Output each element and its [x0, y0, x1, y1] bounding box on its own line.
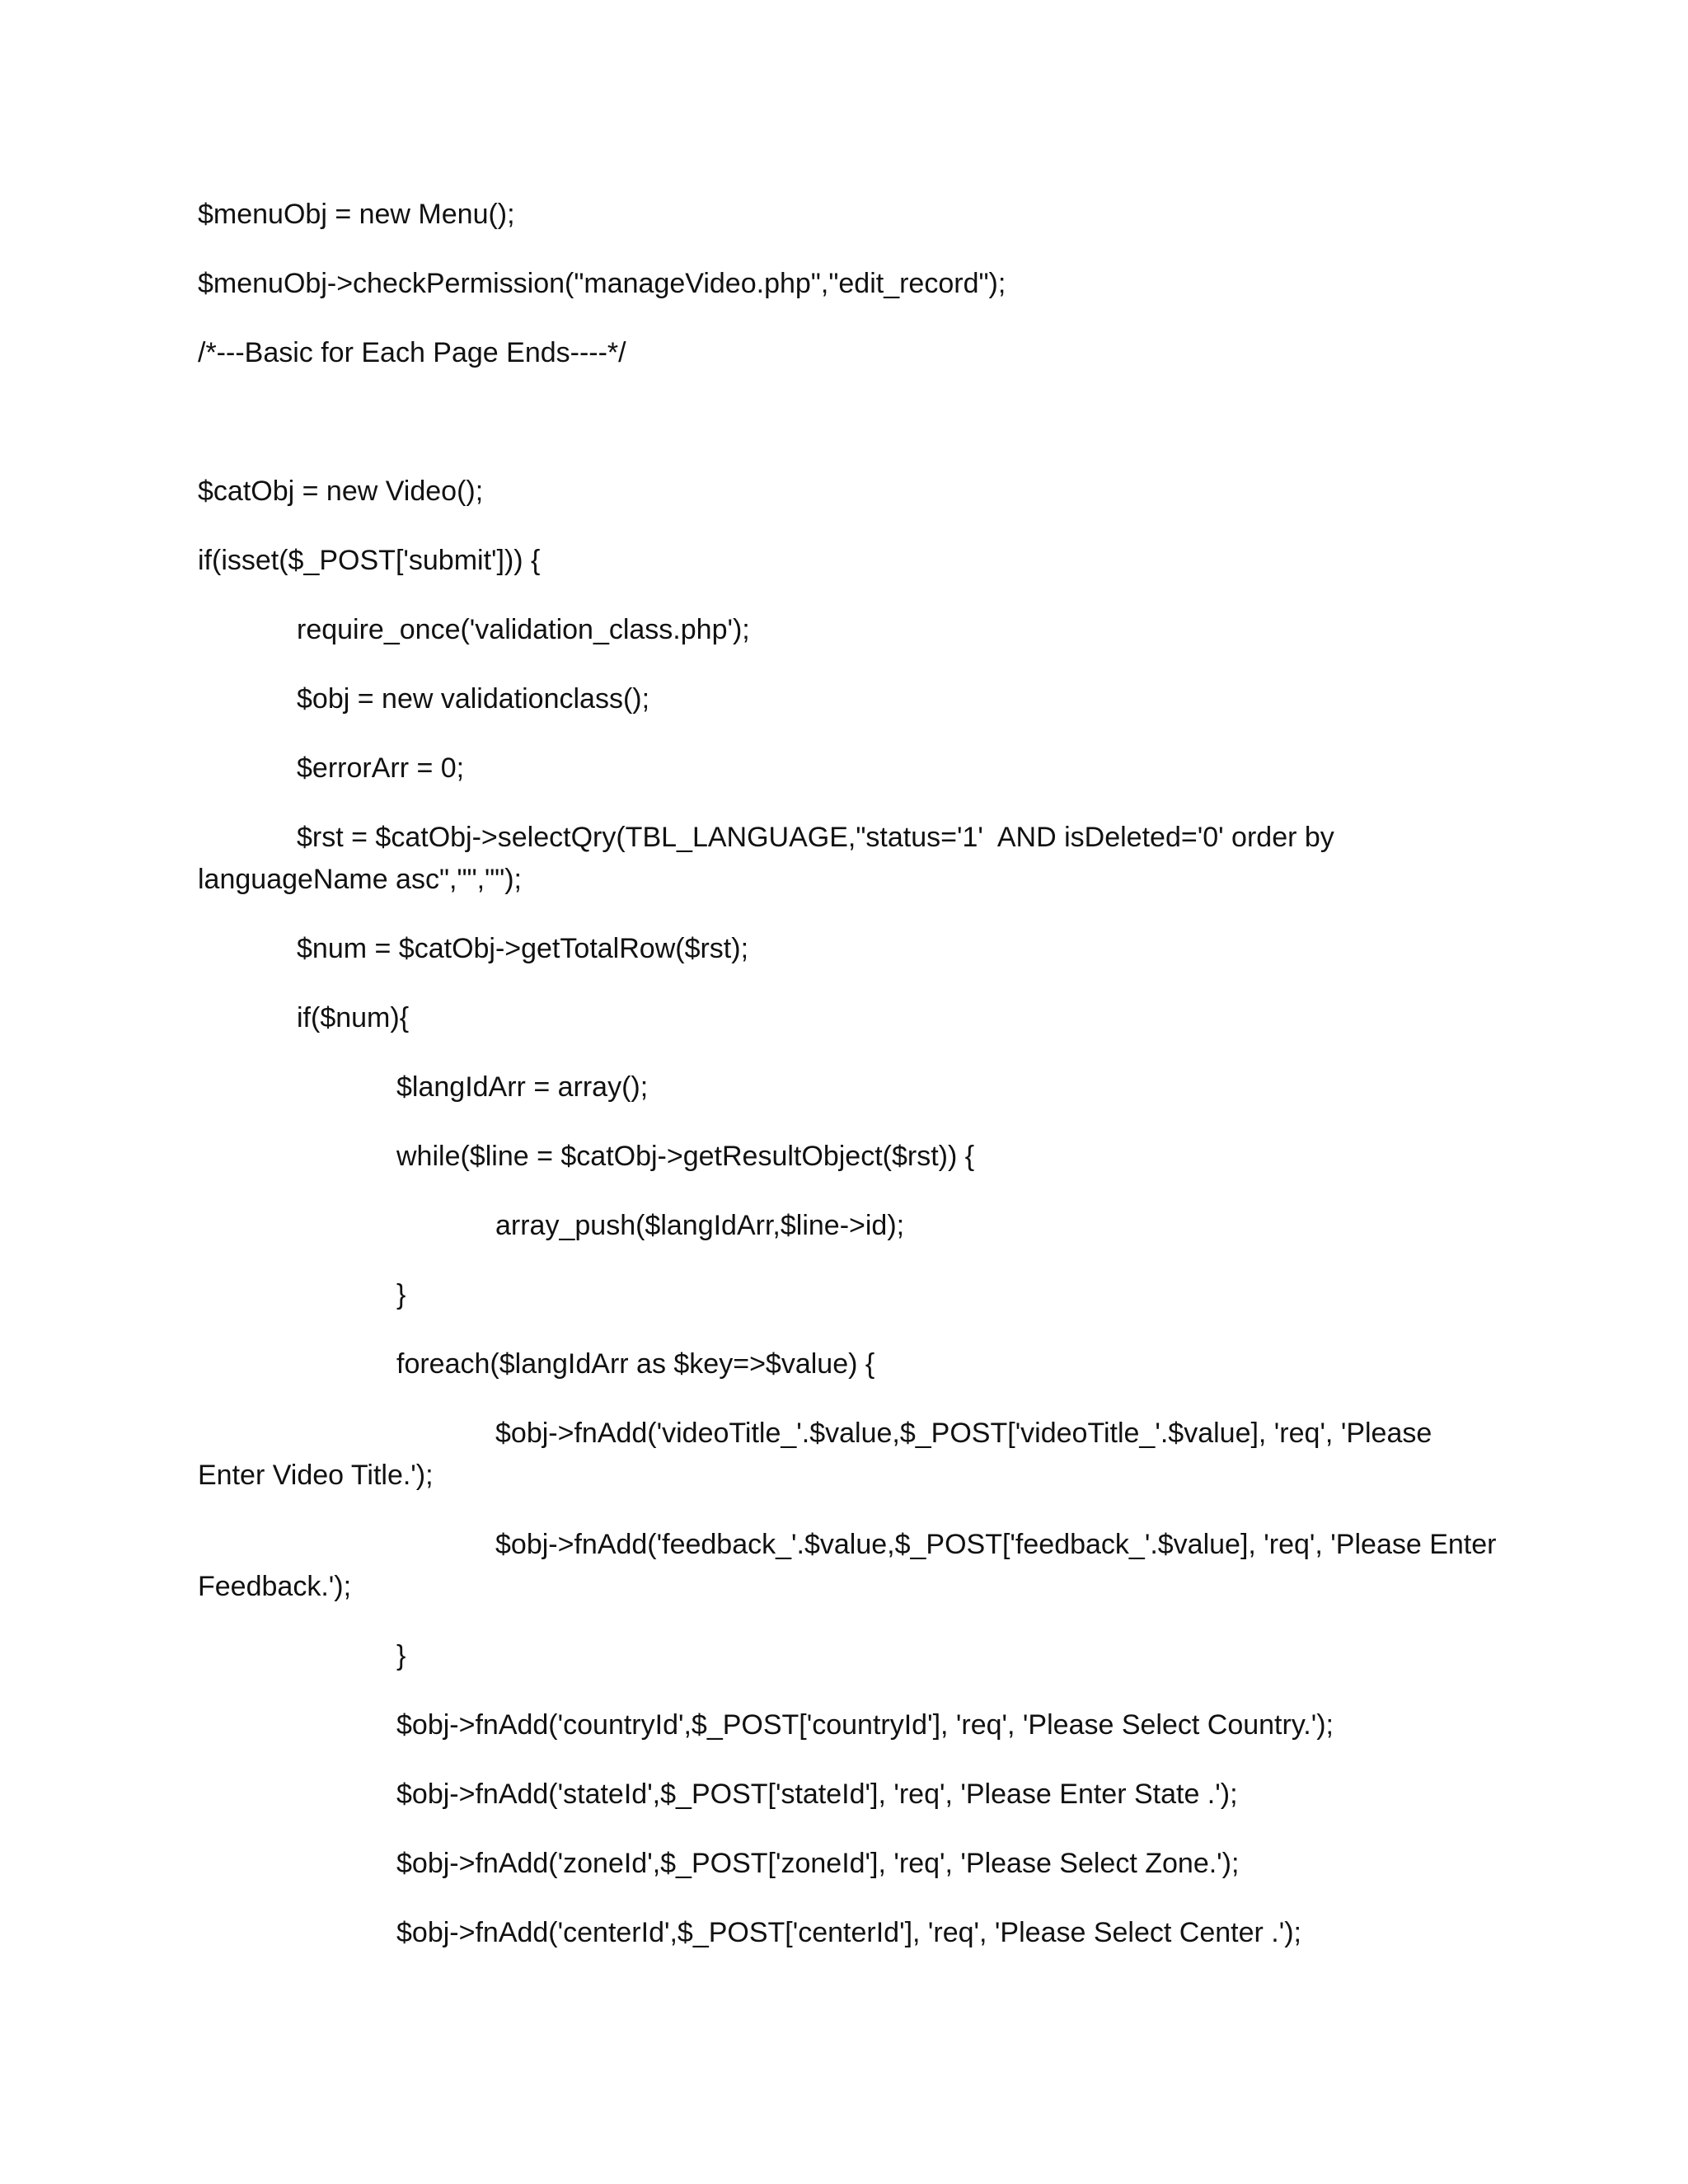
- code-line: languageName asc","","");: [198, 864, 522, 895]
- code-line: foreach($langIdArr as $key=>$value) {: [396, 1348, 875, 1380]
- code-line: /*---Basic for Each Page Ends----*/: [198, 337, 626, 368]
- code-line: $menuObj = new Menu();: [198, 199, 515, 230]
- code-line: $errorArr = 0;: [297, 752, 465, 784]
- code-line: $langIdArr = array();: [396, 1071, 649, 1103]
- code-line: $obj->fnAdd('zoneId',$_POST['zoneId'], 'req', 'Please Select Zone.');: [396, 1848, 1240, 1879]
- code-line: }: [396, 1279, 406, 1310]
- code-line: $obj->fnAdd('centerId',$_POST['centerId'], 'req', 'Please Select Center .');: [396, 1917, 1301, 1948]
- code-line: Enter Video Title.');: [198, 1460, 434, 1491]
- code-line: if(isset($_POST['submit'])) {: [198, 545, 541, 576]
- code-line: $obj->fnAdd('videoTitle_'.$value,$_POST['videoTitle_'.$value], 'req', 'Please: [495, 1418, 1432, 1449]
- code-line: $obj->fnAdd('feedback_'.$value,$_POST['feedback_'.$value], 'req', 'Please Enter: [495, 1529, 1497, 1560]
- code-line: $menuObj->checkPermission("manageVideo.php","edit_record");: [198, 268, 1006, 299]
- code-line: array_push($langIdArr,$line->id);: [495, 1210, 905, 1241]
- code-line: while($line = $catObj->getResultObject($rst)) {: [396, 1141, 975, 1172]
- code-line: require_once('validation_class.php');: [297, 614, 750, 645]
- code-line: $num = $catObj->getTotalRow($rst);: [297, 933, 749, 964]
- code-line: $obj = new validationclass();: [297, 683, 650, 715]
- code-line: $rst = $catObj->selectQry(TBL_LANGUAGE,"status='1' AND isDeleted='0' order by: [297, 822, 1334, 853]
- code-line: $obj->fnAdd('stateId',$_POST['stateId'], 'req', 'Please Enter State .');: [396, 1779, 1238, 1810]
- code-line: Feedback.');: [198, 1571, 352, 1602]
- code-line: $catObj = new Video();: [198, 476, 484, 507]
- code-line: }: [396, 1640, 406, 1671]
- code-line: if($num){: [297, 1002, 410, 1033]
- code-line: $obj->fnAdd('countryId',$_POST['countryId'], 'req', 'Please Select Country.');: [396, 1709, 1334, 1741]
